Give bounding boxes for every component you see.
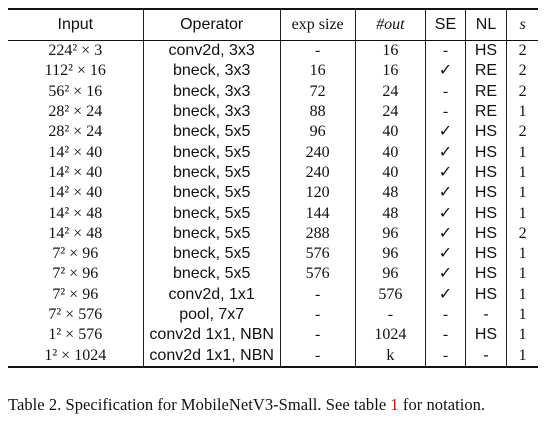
cell-nl: RE	[465, 102, 507, 122]
cell-input: 28² × 24	[48, 123, 103, 141]
cell-stride: 1	[507, 203, 538, 223]
cell-out: 48	[355, 203, 426, 223]
cell-operator: bneck, 5x5	[143, 224, 280, 244]
table-row	[8, 224, 538, 244]
cell-exp-size: 88	[280, 102, 355, 122]
table-row	[8, 163, 538, 183]
cell-se: ✓	[426, 224, 465, 244]
cell-nl: HS	[465, 122, 507, 142]
cell-stride: 1	[507, 345, 538, 366]
cell-stride: 2	[507, 41, 538, 62]
header-exp-size: exp size	[280, 9, 355, 41]
cell-exp-size: 96	[280, 122, 355, 142]
cell-se: -	[426, 325, 465, 345]
table-row	[8, 183, 538, 203]
cell-input: 7² × 96	[52, 265, 99, 283]
cell-input: 14² × 48	[48, 224, 103, 242]
cell-exp-size: 576	[280, 264, 355, 284]
cell-se: ✓	[426, 61, 465, 81]
cell-operator: bneck, 3x3	[143, 61, 280, 81]
cell-stride: 2	[507, 61, 538, 81]
cell-operator: conv2d, 3x3	[143, 41, 280, 62]
cell-stride: 1	[507, 305, 538, 325]
cell-out: k	[355, 345, 426, 366]
cell-out: 16	[355, 61, 426, 81]
cell-nl: HS	[465, 244, 507, 264]
cell-input: 7² × 576	[48, 306, 103, 323]
cell-stride: 2	[507, 82, 538, 102]
table-row	[8, 142, 538, 162]
table-row	[8, 345, 538, 366]
cell-input: 224² × 3	[48, 42, 103, 60]
cell-nl: HS	[465, 163, 507, 183]
table-row	[8, 264, 538, 284]
cell-input: 14² × 48	[48, 204, 103, 222]
cell-nl: RE	[465, 82, 507, 102]
cell-out: 48	[355, 183, 426, 203]
cell-out: 16	[355, 41, 426, 62]
cell-stride: 2	[507, 224, 538, 244]
table-row	[8, 305, 538, 325]
cell-operator: bneck, 5x5	[143, 163, 280, 183]
cell-out: 40	[355, 163, 426, 183]
cell-input: 7² × 96	[52, 285, 99, 303]
cell-stride: 1	[507, 183, 538, 203]
cell-input: 56² × 16	[48, 82, 103, 100]
cell-exp-size: -	[280, 345, 355, 366]
cell-exp-size: -	[280, 325, 355, 345]
cell-input: 14² × 40	[48, 163, 103, 181]
table-caption	[8, 394, 538, 416]
cell-nl: -	[465, 345, 507, 366]
cell-operator: bneck, 5x5	[143, 264, 280, 284]
cell-exp-size: -	[280, 305, 355, 325]
cell-nl: HS	[465, 264, 507, 284]
cell-input: 14² × 40	[48, 143, 103, 161]
cell-nl: -	[465, 305, 507, 325]
header-out: #out	[355, 9, 426, 41]
cell-input: 7² × 96	[52, 245, 99, 263]
cell-out: 96	[355, 224, 426, 244]
cell-stride: 1	[507, 285, 538, 305]
table-row	[8, 203, 538, 223]
table-row	[8, 325, 538, 345]
cell-stride: 1	[507, 102, 538, 122]
table-body	[8, 41, 538, 367]
cell-se: -	[426, 82, 465, 102]
table-row	[8, 102, 538, 122]
header-row	[8, 9, 538, 41]
cell-operator: bneck, 3x3	[143, 102, 280, 122]
cell-exp-size: 72	[280, 82, 355, 102]
cell-input: 1² × 1024	[44, 346, 107, 364]
table-row	[8, 41, 538, 62]
header-operator: Operator	[143, 9, 280, 41]
cell-input: 14² × 40	[48, 184, 103, 202]
cell-stride: 1	[507, 325, 538, 345]
cell-se: ✓	[426, 285, 465, 305]
cell-se: -	[426, 102, 465, 122]
header-stride: s	[507, 9, 538, 41]
cell-operator: pool, 7x7	[143, 305, 280, 325]
cell-exp-size: 144	[280, 203, 355, 223]
table-row	[8, 61, 538, 81]
cell-nl: HS	[465, 142, 507, 162]
cell-operator: conv2d 1x1, NBN	[143, 345, 280, 366]
cell-input: 1² × 576	[48, 326, 103, 344]
cell-out: 40	[355, 122, 426, 142]
cell-operator: conv2d, 1x1	[143, 285, 280, 305]
cell-out: 96	[355, 264, 426, 284]
cell-stride: 1	[507, 244, 538, 264]
cell-nl: HS	[465, 41, 507, 62]
cell-stride: 1	[507, 264, 538, 284]
cell-se: -	[426, 345, 465, 366]
cell-exp-size: 576	[280, 244, 355, 264]
caption-table-ref-link[interactable]: 1	[390, 395, 399, 414]
header-input: Input	[8, 9, 143, 41]
header-se: SE	[426, 9, 465, 41]
cell-out: -	[355, 305, 426, 325]
header-nl: NL	[465, 9, 507, 41]
cell-operator: bneck, 5x5	[143, 244, 280, 264]
cell-out: 24	[355, 102, 426, 122]
cell-se: ✓	[426, 203, 465, 223]
cell-input: 28² × 24	[48, 103, 103, 121]
cell-nl: HS	[465, 285, 507, 305]
table-row	[8, 285, 538, 305]
table-row	[8, 244, 538, 264]
cell-exp-size: -	[280, 41, 355, 62]
specification-table	[8, 8, 538, 368]
cell-out: 96	[355, 244, 426, 264]
cell-input: 112² × 16	[44, 62, 106, 80]
cell-operator: bneck, 5x5	[143, 183, 280, 203]
cell-exp-size: 120	[280, 183, 355, 203]
cell-exp-size: 240	[280, 142, 355, 162]
cell-out: 40	[355, 142, 426, 162]
cell-operator: bneck, 5x5	[143, 142, 280, 162]
cell-stride: 2	[507, 122, 538, 142]
cell-nl: HS	[465, 183, 507, 203]
cell-stride: 1	[507, 142, 538, 162]
caption-suffix: for notation.	[398, 395, 486, 414]
cell-exp-size: 240	[280, 163, 355, 183]
cell-operator: bneck, 5x5	[143, 122, 280, 142]
table-row	[8, 82, 538, 102]
cell-se: -	[426, 41, 465, 62]
cell-se: ✓	[426, 244, 465, 264]
cell-out: 576	[355, 285, 426, 305]
cell-nl: HS	[465, 325, 507, 345]
caption-text: Table 2. Specification for MobileNetV3-Small. See table	[8, 395, 391, 414]
cell-exp-size: 16	[280, 61, 355, 81]
cell-out: 1024	[355, 325, 426, 345]
cell-se: ✓	[426, 142, 465, 162]
cell-operator: conv2d 1x1, NBN	[143, 325, 280, 345]
cell-operator: bneck, 5x5	[143, 203, 280, 223]
cell-stride: 1	[507, 163, 538, 183]
cell-out: 24	[355, 82, 426, 102]
cell-se: ✓	[426, 122, 465, 142]
cell-se: ✓	[426, 264, 465, 284]
cell-exp-size: 288	[280, 224, 355, 244]
cell-se: -	[426, 305, 465, 325]
cell-exp-size: -	[280, 285, 355, 305]
table-row	[8, 122, 538, 142]
cell-se: ✓	[426, 183, 465, 203]
cell-se: ✓	[426, 163, 465, 183]
spec-table-container	[8, 8, 538, 368]
cell-nl: RE	[465, 61, 507, 81]
cell-nl: HS	[465, 203, 507, 223]
cell-operator: bneck, 3x3	[143, 82, 280, 102]
cell-nl: HS	[465, 224, 507, 244]
